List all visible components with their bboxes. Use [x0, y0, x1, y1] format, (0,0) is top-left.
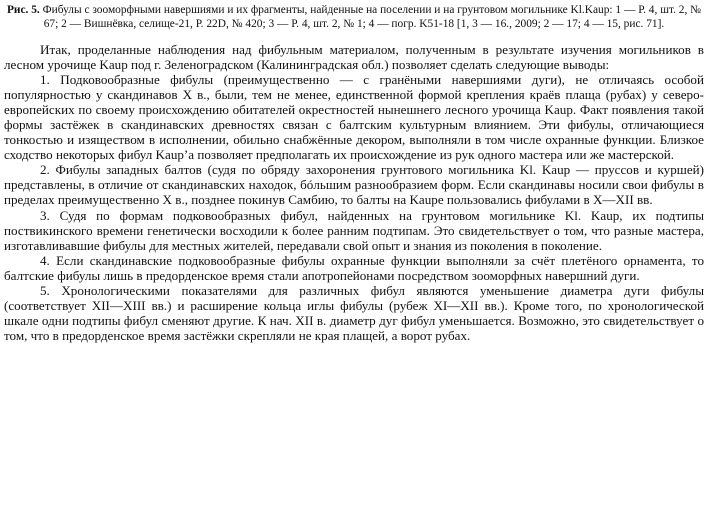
paragraph-conclusion-4: 4. Если скандинавские подковообразные фибулы охранные функции выполняли за счёт плетёного орнамента, то балтские фибулы лишь в предорденское время стали апотропейонами посредством зооморфных навершний дуги.: [4, 252, 704, 283]
paragraph-conclusion-3: 3. Судя по формам подковообразных фибул, найденных на грунтовом могильнике Kl. Kaup, их подтипы поствикинского времени генетически восходили к более ранним подтипам. Это свидетельствует о том, что разные мастера, изготавливавшие фибулы для местных жителей, передавали свой опыт и знания из поколения в поколение.: [4, 207, 704, 253]
paragraph-intro: Итак, проделанные наблюдения над фибульным материалом, полученным в результате изучения могильников в лесном урочище Kaup под г. Зеленоградском (Калининградская обл.) позволяет сделать следующие выводы:: [4, 42, 704, 73]
figure-label: Рис. 5.: [6, 4, 40, 16]
figure-caption-text: Фибулы с зооморфными навершиями и их фрагменты, найденные на поселении и на грунтовом могильнике Kl.Kaup: 1 — Р. 4, шт. 2, № 67; 2 — Вишнёвка, селище-21, Р. 22D, № 420; 3 — Р. 4, шт. 2, № 1; 4 — погр. K51-18 [1, 3 — 16., 2009; 2 — 17; 4 — 15, рис. 71].: [42, 4, 702, 30]
paragraph-conclusion-2: 2. Фибулы западных балтов (судя по обряду захоронения грунтового могильника Kl. Kaup — пруссов и куршей) представлены, в отличие от скандинавских находок, бóльшим разнообразием форм. Если скандинавы носили свои фибулы в пределах преимущественно X в., позднее покинув Самбию, то балты на Kaupe пользовались фибулами в X—XII вв.: [4, 162, 704, 208]
body-text: [4, 42, 704, 343]
figure-caption: [4, 3, 704, 31]
document-page: [4, 3, 704, 343]
paragraph-conclusion-5: 5. Хронологическими показателями для различных фибул являются уменьшение диаметра дуги фибулы (соответствует XII—XIII вв.) и расширение кольца иглы фибулы (рубеж XI—XII вв.). Кроме того, по хронологической шкале одни подтипы фибул сменяют другие. К нач. XII в. диаметр дуг фибул уменьшается. Возможно, это свидетельствует о том, что в предорденское время застёжки скрепляли не края плащей, а ворот рубах.: [4, 282, 704, 343]
paragraph-conclusion-1: 1. Подковообразные фибулы (преимущественно — с гранёными навершиями дуги), не отличаясь особой популярностью у скандинавов X в., были, тем не менее, единственной формой крепления краёв плаща (рубах) у северо-европейских по своему происхождению обитателей окрестностей нынешнего лесного урочища Kaup. Факт появления такой формы застёжек в скандинавских древностях связан с балтским культурным влиянием. Эти фибулы, отличающиеся тонкостью и изяществом в исполнении, обильно снабжённые декором, выполняли в том числе охранные функции. Близкое сходство некоторых фибул Kaup’а позволяет предполагать их происхождение из рук одного мастера или же мастерской.: [4, 72, 704, 163]
